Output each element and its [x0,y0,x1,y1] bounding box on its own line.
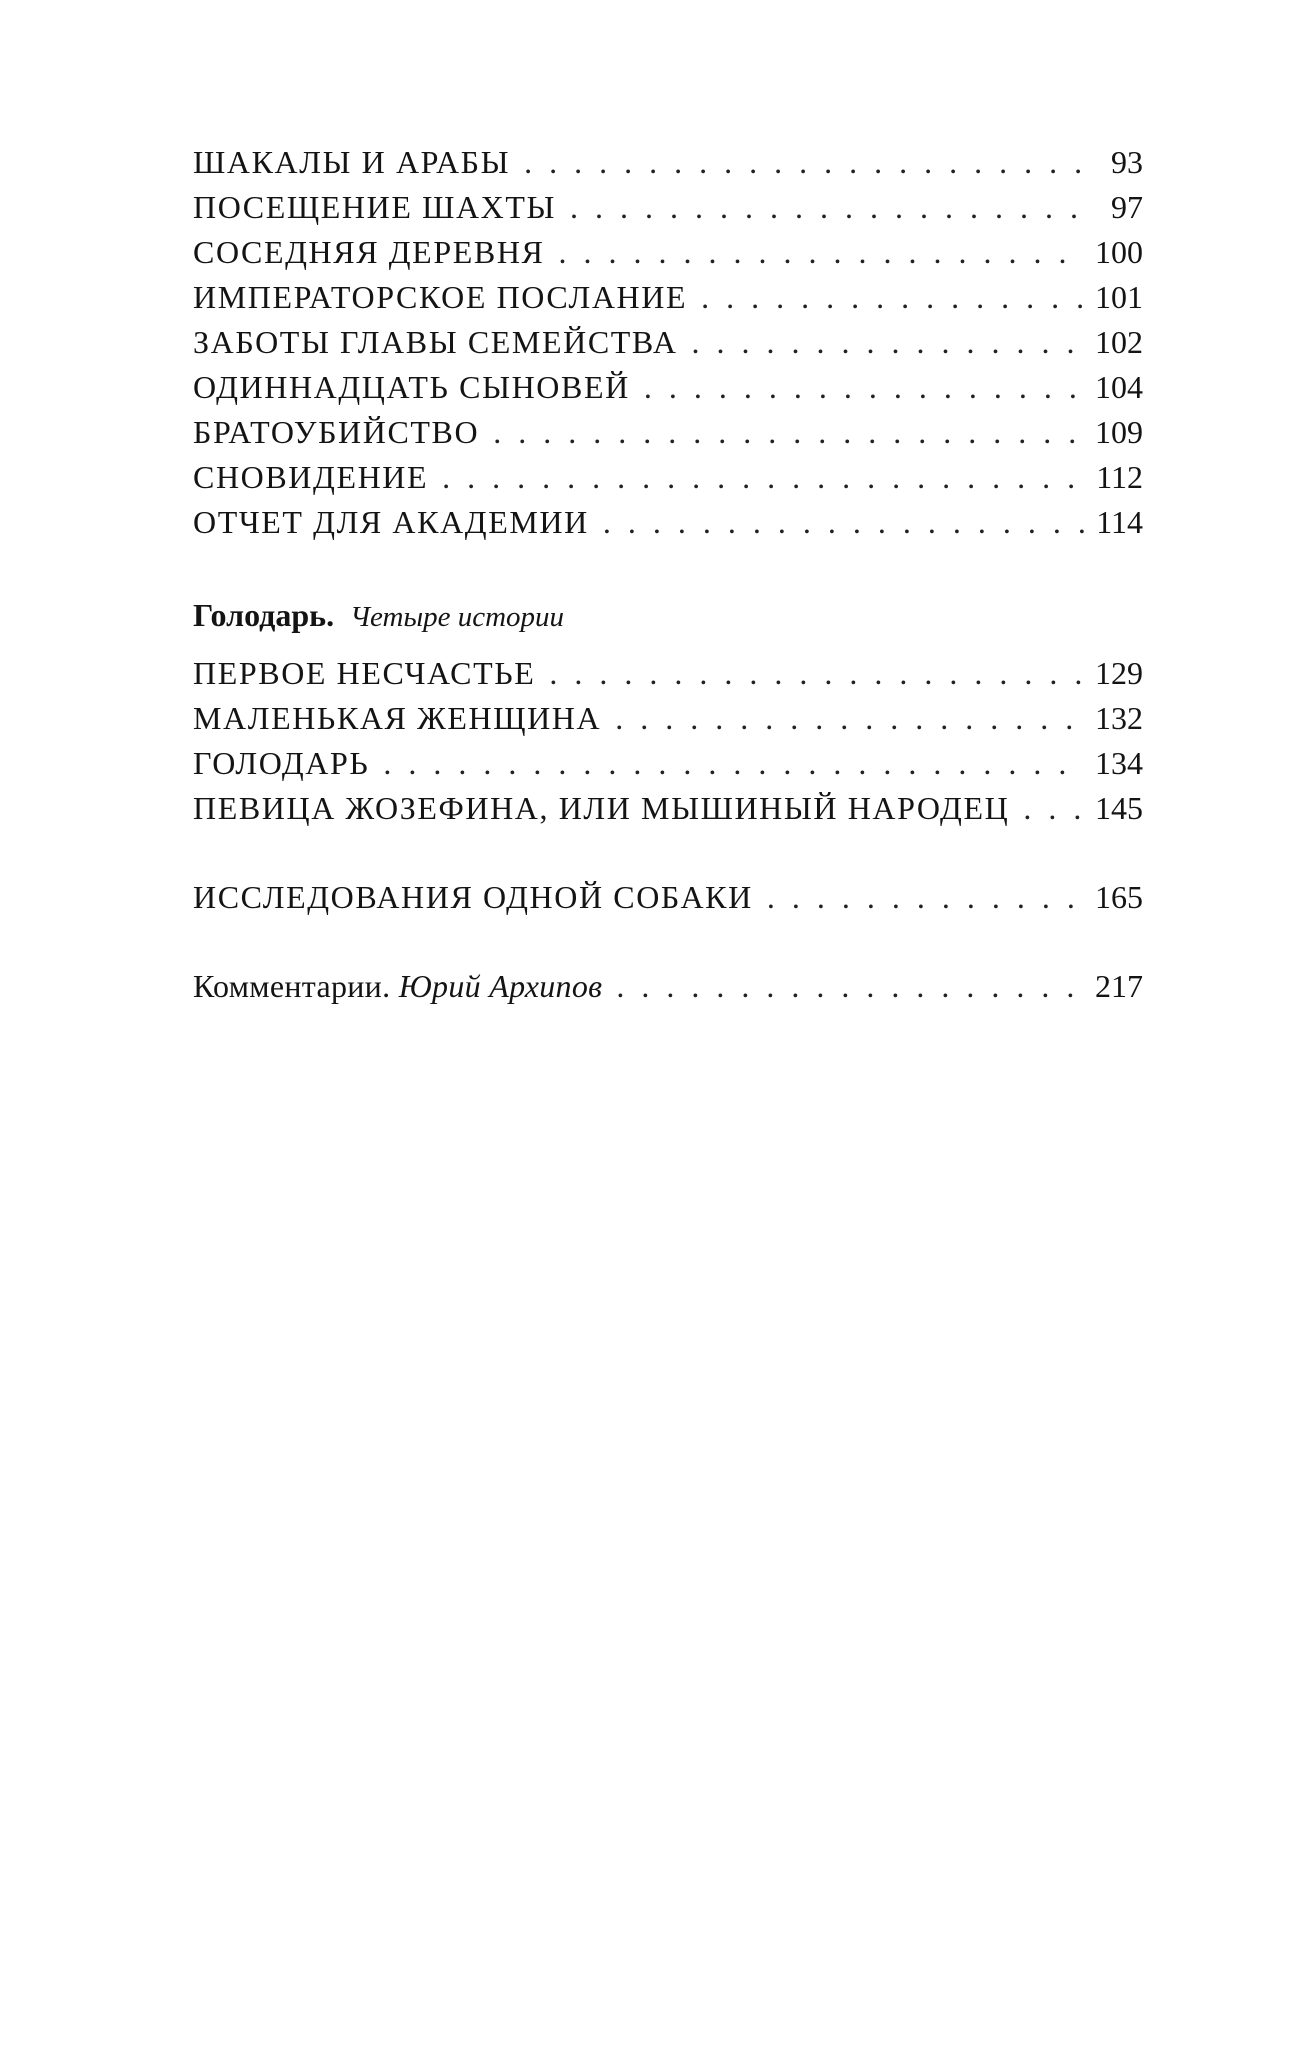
dot-leader [701,275,1085,320]
toc-entry-page: 129 [1085,651,1143,696]
dot-leader [692,320,1085,365]
toc-entry-page: 93 [1093,140,1143,185]
dot-leader [383,741,1085,786]
toc-entry-title: ЗАБОТЫ ГЛАВЫ СЕМЕЙСТВА [193,324,678,360]
toc-entry-title: ГОЛОДАРЬ [193,745,370,781]
toc-entry-title: ПОСЕЩЕНИЕ ШАХТЫ [193,189,557,225]
toc-entry-title: ШАКАЛЫ И АРАБЫ [193,144,511,180]
toc-entry-title: ПЕВИЦА ЖОЗЕФИНА, ИЛИ МЫШИНЫЙ НАРОДЕЦ [193,790,1010,826]
toc-entry[interactable] [193,455,1143,500]
toc-entry-page: 112 [1086,455,1143,500]
dot-leader [644,365,1085,410]
toc-entry-page: 145 [1085,786,1143,831]
toc-group-2 [193,651,1143,831]
section-title: Голодарь. [193,597,335,633]
toc-entry-page: 165 [1085,875,1143,920]
dot-leader [442,455,1086,500]
dot-leader [549,651,1085,696]
toc-entry-page: 102 [1085,320,1143,365]
section-subtitle: Четыре истории [350,601,565,633]
dot-leader [558,230,1085,275]
toc-entry[interactable] [193,275,1143,320]
commentary-title [193,964,616,1009]
toc-entry[interactable] [193,786,1143,831]
dot-leader [524,140,1093,185]
toc-entry-title: ОДИННАДЦАТЬ СЫНОВЕЙ [193,369,630,405]
table-of-contents [193,140,1143,1009]
section-heading [193,589,1143,641]
toc-entry[interactable] [193,500,1143,545]
dot-leader [493,410,1085,455]
toc-entry-page: 97 [1093,185,1143,230]
toc-entry-page: 114 [1086,500,1143,545]
toc-group-1 [193,140,1143,545]
toc-entry-commentary[interactable] [193,964,1143,1009]
toc-entry-page: 104 [1085,365,1143,410]
toc-entry[interactable] [193,320,1143,365]
toc-entry-title: ИМПЕРАТОРСКОЕ ПОСЛАНИЕ [193,279,688,315]
toc-entry[interactable] [193,410,1143,455]
toc-entry[interactable] [193,696,1143,741]
toc-entry[interactable] [193,185,1143,230]
toc-entry-page: 134 [1085,741,1143,786]
toc-entry[interactable] [193,651,1143,696]
toc-entry-title: ПЕРВОЕ НЕСЧАСТЬЕ [193,655,536,691]
dot-leader [1023,786,1085,831]
commentary-label: Комментарии. [193,968,391,1004]
toc-entry-page: 109 [1085,410,1143,455]
toc-entry-standalone[interactable] [193,875,1143,920]
commentary-author: Юрий Архипов [398,968,603,1004]
toc-entry[interactable] [193,140,1143,185]
toc-entry-page: 217 [1085,964,1143,1009]
toc-entry-title: БРАТОУБИЙСТВО [193,414,480,450]
toc-entry-title: ИССЛЕДОВАНИЯ ОДНОЙ СОБАКИ [193,879,753,915]
toc-entry-page: 100 [1085,230,1143,275]
toc-entry[interactable] [193,741,1143,786]
dot-leader [767,875,1085,920]
toc-entry-page: 132 [1085,696,1143,741]
toc-entry-title: ОТЧЕТ ДЛЯ АКАДЕМИИ [193,504,589,540]
toc-entry[interactable] [193,230,1143,275]
toc-entry[interactable] [193,365,1143,410]
dot-leader [615,696,1085,741]
dot-leader [603,500,1086,545]
dot-leader [570,185,1093,230]
toc-entry-title: СНОВИДЕНИЕ [193,459,429,495]
toc-entry-page: 101 [1085,275,1143,320]
toc-entry-title: МАЛЕНЬКАЯ ЖЕНЩИНА [193,700,602,736]
dot-leader [616,964,1085,1009]
toc-entry-title: СОСЕДНЯЯ ДЕРЕВНЯ [193,234,545,270]
